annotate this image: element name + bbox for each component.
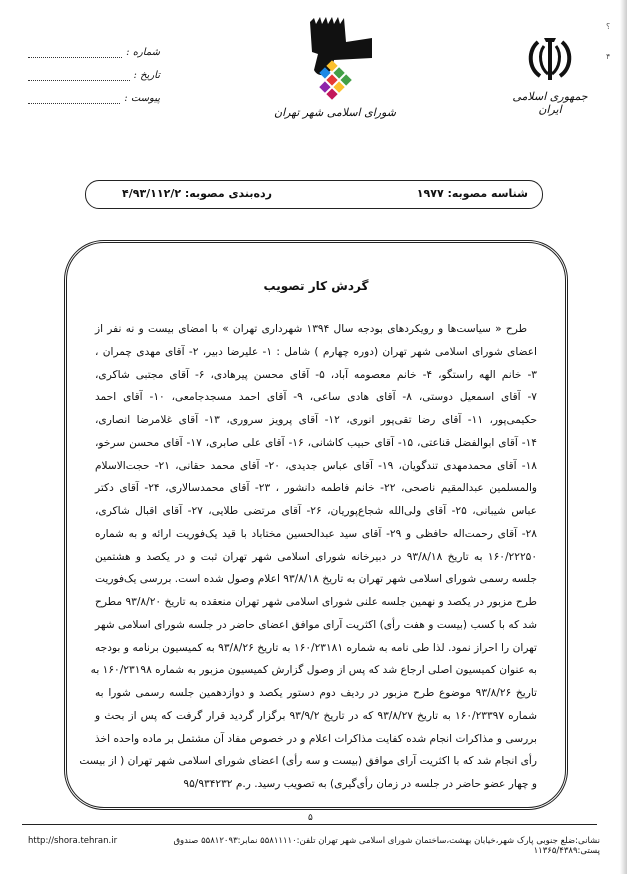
text-line: عباس شیبانی، ۲۵- آقای ولی‌الله شجاع‌پوریان، ۲۶- آقای مرتضی طلایی، ۲۷- آقای اقبال شاکری، <box>95 505 538 517</box>
text-line: و چهار عضو حاضر در جلسه در زمان رأی‌گیری) به تصویب رسید. ر.م ۹۵/۹۳۴۲۳۲ <box>183 778 537 790</box>
text-line: ۱۸- آقای محمدمهدی تندگویان، ۱۹- آقای عباس جدیدی، ۲۰- آقای محمد حقانی، ۲۱- حجت‌الاسلام <box>95 459 537 472</box>
text-line: شماره ۱۶۰/۲۳۳۹۷ به تاریخ ۹۳/۸/۲۷ که در تاریخ ۹۳/۹/۲ برگزار گردید قرار گرفت که پس از بحث و <box>95 709 538 722</box>
date-label: تاریخ : <box>133 70 160 81</box>
number-field <box>28 44 160 58</box>
resolution-classification: رده‌بندی مصوبه: ۴/۹۳/۱۱۲/۲ <box>122 187 272 200</box>
text-line: ۲۸- آقای رحمت‌اله حافظی و ۲۹- آقای سید عبدالحسین مختاباد با قید یک‌فوریت ارائه و به شماره <box>95 527 537 540</box>
date-field <box>28 67 160 81</box>
text-line: طرح مزبور در یکصد و نهمین جلسه علنی شورای اسلامی شهر تهران منعقده به تاریخ ۹۳/۸/۲۰ مطرح <box>95 596 537 608</box>
text-line: ۷- آقای اسمعیل دوستی، ۸- آقای هادی ساعی، ۹- آقای احمد مسجدجامعی، ۱۰- آقای احمد <box>95 391 537 404</box>
attachment-label: پیوست : <box>124 93 160 104</box>
text-line: بررسی و مذاکرات انجام شده کفایت مذاکرات اعلام و در خصوص مفاد آن مشتمل بر ماده واحده اخذ <box>95 732 537 745</box>
date-dotted-line <box>28 72 130 81</box>
page-number: ۵ <box>308 813 313 823</box>
footer-divider <box>22 824 597 825</box>
text-line: ۳- خانم الهه راستگو، ۴- خانم معصومه آباد، ۵- آقای محسن پیرهادی، ۶- آقای مجتبی شاکری، <box>95 368 537 381</box>
council-caption: شورای اسلامی شهر تهران <box>274 106 396 119</box>
text-line: تاریخ ۹۳/۸/۲۶ موضوع طرح مزبور در ردیف دوم دستور یکصد و دوازدهمین جلسه رسمی شورا به <box>95 687 537 699</box>
approval-workflow-text <box>79 318 538 796</box>
resolution-id: شناسه مصوبه: ۱۹۷۷ <box>416 187 528 200</box>
number-label: شماره : <box>126 47 160 58</box>
text-line: رأی انجام شد که با اکثریت آرای موافق (بیست و سه رأی) اعضای شورای اسلامی شهر تهران ( از بیست <box>79 755 537 768</box>
website-link[interactable]: http://shora.tehran.ir <box>28 836 118 846</box>
text-line: تهران را احراز نمود. لذا طی نامه به شماره ۱۶۰/۲۳۱۸۱ به تاریخ ۹۳/۸/۲۶ به کمیسیون برنامه و بودجه <box>95 641 538 654</box>
city-council-logo <box>288 14 378 110</box>
footer-address: نشانی:ضلع جنوبی پارک شهر،خیابان بهشت،ساختمان شورای اسلامی شهر تهران تلفن:۵۵۸۱۱۱۱۰ نمابر:۵۵۸۱۲۰۹۳ صندوق پستی:۱۱۳۶۵/۴۳۸۹ <box>173 836 600 856</box>
margin-mark: ۴ <box>606 52 611 61</box>
scan-edge-shadow <box>620 0 627 874</box>
iran-emblem-icon <box>524 34 576 84</box>
resolution-info-box <box>85 180 543 209</box>
attachment-dotted-line <box>28 95 120 104</box>
text-line: شد که با کسب (بیست و هفت رأی) اکثریت آرای موافق اعضای حاضر در جلسه شورای اسلامی شهر <box>95 618 537 631</box>
text-line: والمسلمین عبدالمقیم ناصحی، ۲۲- خانم فاطمه دانشور ، ۲۳- آقای محمدسالاری، ۲۴- آقای دکتر <box>95 482 538 495</box>
attachment-field <box>28 90 160 104</box>
emblem-caption: جمهوری اسلامی ایران <box>512 90 588 116</box>
number-dotted-line <box>28 49 122 58</box>
text-line: به عنوان کمیسیون اصلی ارجاع شد که پس از وصول گزارش کمیسیون مزبور به شماره ۱۶۰/۲۳۱۹۸ به <box>90 664 537 677</box>
text-line: ۱۴- آقای ابوالفضل قناعتی، ۱۵- آقای حبیب کاشانی، ۱۶- آقای علی صابری، ۱۷- آقای محسن سرخو، <box>95 436 537 449</box>
margin-mark: ؟ <box>606 22 611 31</box>
text-line: اعضای شورای اسلامی شهر تهران (دوره چهارم ) شامل : ۱- علیرضا دبیر، ۲- آقای مهدی چمران ، <box>95 345 538 358</box>
text-line: جلسه رسمی شورای اسلامی شهر تهران به تاریخ ۹۳/۸/۱۸ اعلام وصول شده است. بررسی یک‌فوریت <box>95 573 537 586</box>
footer <box>28 836 600 856</box>
text-line: حکیمی‌پور، ۱۱- آقای رضا تقی‌پور انوری، ۱۲- آقای پرویز سروری، ۱۳- آقای غلامرضا انصاری، <box>95 414 537 426</box>
document-title: گردش کار تصویب <box>263 279 369 293</box>
text-line: طرح « سیاست‌ها و رویکردهای بودجه سال ۱۳۹۴ شهرداری تهران » با امضای بیست و نه نفر از <box>95 323 528 335</box>
text-line: ۱۶۰/۲۲۲۵۰ به تاریخ ۹۳/۸/۱۸ در دبیرخانه شورای اسلامی شهر تهران ثبت و در یکصد و هشتمین <box>95 550 538 563</box>
